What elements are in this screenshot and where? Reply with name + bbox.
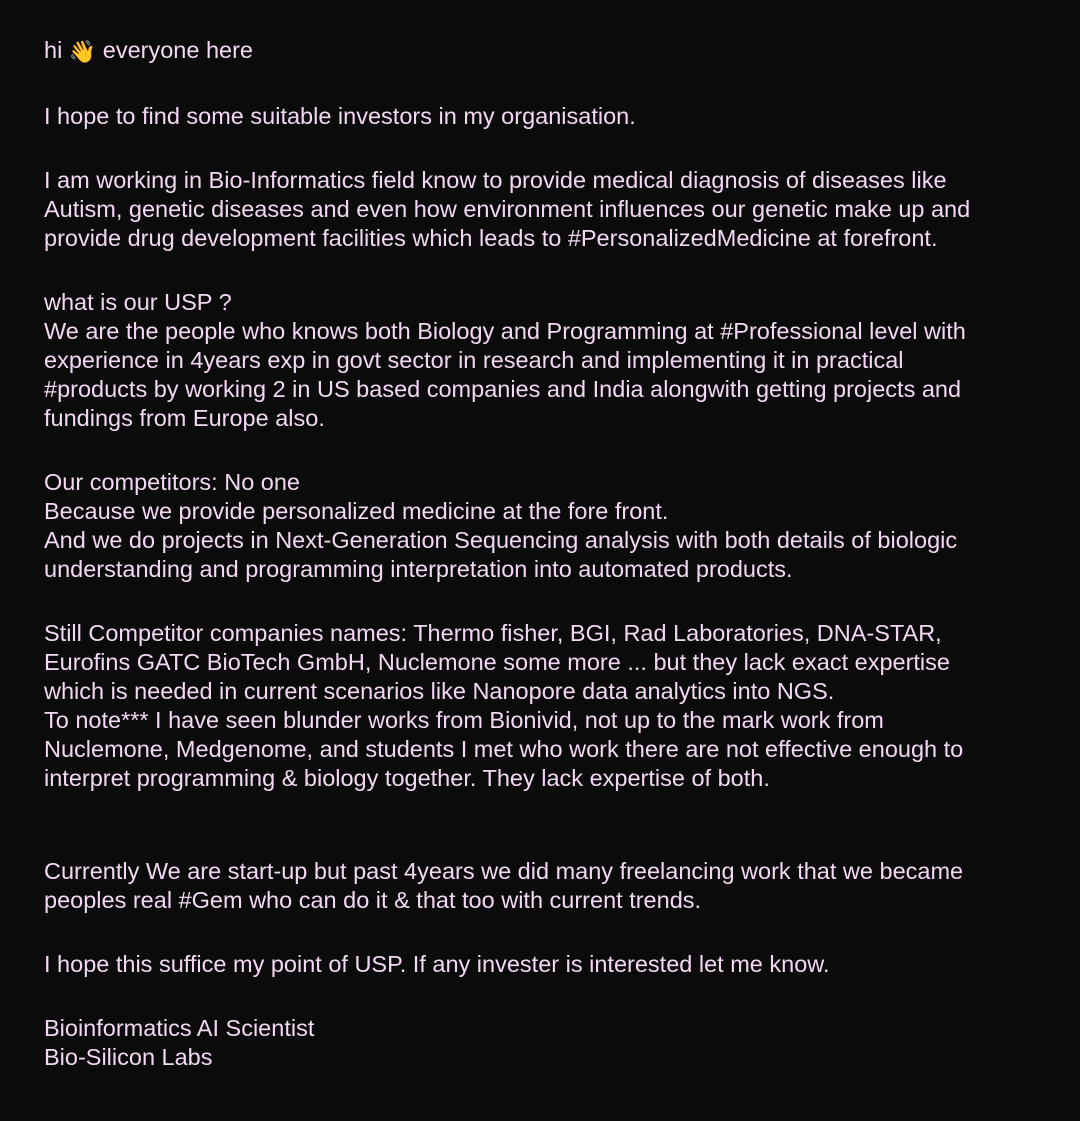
greeting-suffix: everyone here: [102, 37, 254, 63]
paragraph-line: #products by working 2 in US based companies and India alongwith getting projects and: [44, 376, 962, 402]
paragraph-line: Because we provide personalized medicine at the fore front.: [44, 498, 669, 524]
usp-paragraph: [44, 288, 1044, 433]
startup-paragraph: [44, 857, 1044, 915]
paragraph-line: which is needed in current scenarios like Nanopore data analytics into NGS.: [44, 678, 835, 704]
paragraph-line: To note*** I have seen blunder works from Bionivid, not up to the mark work from: [44, 707, 884, 733]
paragraph-line: peoples real #Gem who can do it & that too with current trends.: [44, 887, 702, 913]
paragraph-line: And we do projects in Next-Generation Sequencing analysis with both details of biologic: [44, 527, 958, 553]
paragraph-line: Nuclemone, Medgenome, and students I met who work there are not effective enough to: [44, 736, 964, 762]
signature-title: Bioinformatics AI Scientist: [44, 1015, 315, 1041]
paragraph-line: experience in 4years exp in govt sector in research and implementing it in practical: [44, 347, 904, 373]
paragraph-line: Our competitors: No one: [44, 469, 300, 495]
paragraph-line: Currently We are start-up but past 4years we did many freelancing work that we became: [44, 858, 964, 884]
paragraph-line: Still Competitor companies names: Thermo fisher, BGI, Rad Laboratories, DNA-STAR,: [44, 620, 942, 646]
paragraph-line: I am working in Bio-Informatics field know to provide medical diagnosis of diseases like: [44, 167, 947, 193]
paragraph-line: Autism, genetic diseases and even how environment influences our genetic make up and: [44, 196, 971, 222]
intro-text: I hope to find some suitable investors in my organisation.: [44, 103, 636, 129]
competitors-paragraph: [44, 468, 1044, 584]
paragraph-line: We are the people who knows both Biology and Programming at #Professional level with: [44, 318, 966, 344]
paragraph-line: provide drug development facilities which leads to #PersonalizedMedicine at forefront.: [44, 225, 938, 251]
signature-organization: Bio-Silicon Labs: [44, 1044, 213, 1070]
closing-text: I hope this suffice my point of USP. If any invester is interested let me know.: [44, 951, 830, 977]
paragraph-line: fundings from Europe also.: [44, 405, 325, 431]
signature: [44, 1014, 1044, 1072]
greeting-prefix: hi: [44, 37, 63, 63]
waving-hand-icon: 👋: [68, 40, 97, 65]
usp-heading: what is our USP ?: [44, 289, 232, 315]
companies-paragraph: [44, 619, 1044, 793]
paragraph-line: understanding and programming interpretation into automated products.: [44, 556, 793, 582]
paragraph-line: Eurofins GATC BioTech GmbH, Nuclemone some more ... but they lack exact expertise: [44, 649, 950, 675]
post-body: [44, 36, 1044, 1072]
greeting-line: [44, 36, 1044, 67]
paragraph-line: interpret programming & biology together. They lack expertise of both.: [44, 765, 770, 791]
field-paragraph: [44, 166, 1044, 253]
